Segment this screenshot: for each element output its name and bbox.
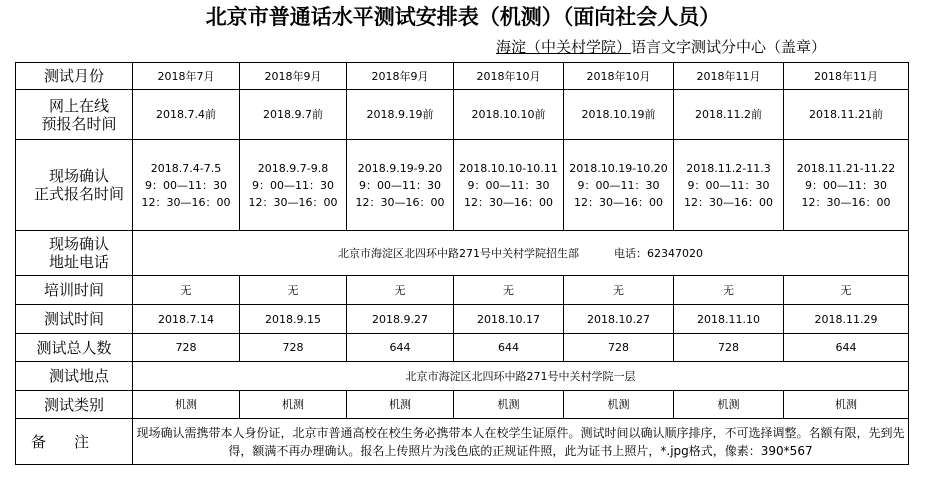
test-date-cell: 2018.10.27 bbox=[564, 305, 674, 334]
total-cell: 728 bbox=[240, 334, 347, 362]
online-cell: 2018.11.2前 bbox=[674, 90, 784, 140]
month-cell: 2018年11月 bbox=[674, 63, 784, 90]
onsite-cell: 2018.11.21-11.22 9：00—11：30 12：30—16：00 bbox=[784, 140, 909, 231]
type-cell: 机测 bbox=[674, 391, 784, 419]
total-cell: 728 bbox=[564, 334, 674, 362]
label-total: 测试总人数 bbox=[16, 334, 133, 362]
label-address-line-1: 现场确认 bbox=[48, 235, 109, 253]
label-online-line-1: 网上在线 bbox=[48, 96, 109, 115]
onsite-cell: 2018.10.10-10.11 9：00—11：30 12：30—16：00 bbox=[454, 140, 564, 231]
label-type: 测试类别 bbox=[16, 391, 133, 419]
training-cell: 无 bbox=[674, 276, 784, 305]
training-cell: 无 bbox=[784, 276, 909, 305]
month-cell: 2018年10月 bbox=[564, 63, 674, 90]
row-onsite bbox=[16, 140, 909, 231]
type-cell: 机测 bbox=[784, 391, 909, 419]
label-location: 测试地点 bbox=[16, 362, 133, 391]
organizer-line bbox=[496, 36, 826, 58]
training-cell: 无 bbox=[240, 276, 347, 305]
label-address bbox=[16, 231, 133, 276]
type-cell: 机测 bbox=[564, 391, 674, 419]
label-remark: 备注 bbox=[16, 419, 133, 465]
type-cell: 机测 bbox=[454, 391, 564, 419]
row-remark bbox=[16, 419, 909, 465]
total-cell: 728 bbox=[674, 334, 784, 362]
training-cell: 无 bbox=[133, 276, 240, 305]
online-cell: 2018.9.7前 bbox=[240, 90, 347, 140]
onsite-cell: 2018.11.2-11.3 9：00—11：30 12：30—16：00 bbox=[674, 140, 784, 231]
location-cell: 北京市海淀区北四环中路271号中关村学院一层 bbox=[133, 362, 909, 391]
test-date-cell: 2018.11.10 bbox=[674, 305, 784, 334]
type-cell: 机测 bbox=[133, 391, 240, 419]
test-date-cell: 2018.9.27 bbox=[347, 305, 454, 334]
label-address-line-2: 地址电话 bbox=[48, 253, 109, 271]
training-cell: 无 bbox=[564, 276, 674, 305]
row-total bbox=[16, 334, 909, 362]
type-cell: 机测 bbox=[347, 391, 454, 419]
online-cell: 2018.7.4前 bbox=[133, 90, 240, 140]
label-test-date: 测试时间 bbox=[16, 305, 133, 334]
type-cell: 机测 bbox=[240, 391, 347, 419]
test-date-cell: 2018.9.15 bbox=[240, 305, 347, 334]
training-cell: 无 bbox=[347, 276, 454, 305]
online-cell: 2018.10.10前 bbox=[454, 90, 564, 140]
row-month bbox=[16, 63, 909, 90]
schedule-table bbox=[15, 62, 909, 465]
test-date-cell: 2018.10.17 bbox=[454, 305, 564, 334]
page-title: 北京市普通话水平测试安排表（机测）（面向社会人员） bbox=[205, 5, 721, 29]
test-date-cell: 2018.7.14 bbox=[133, 305, 240, 334]
label-onsite-line-1: 现场确认 bbox=[48, 167, 109, 185]
remark-cell: 现场确认需携带本人身份证，北京市普通高校在校生务必携带本人在校学生证原件。测试时间以确认顺序排序，不可选择调整。名额有限，先到先得，额满不再办理确认。报名上传照片为浅色底的正规证件照，此为证书上照片，*.jpg格式，像素：390*567 bbox=[133, 419, 909, 465]
onsite-cell: 2018.9.7-9.8 9：00—11：30 12：30—16：00 bbox=[240, 140, 347, 231]
row-training bbox=[16, 276, 909, 305]
total-cell: 644 bbox=[454, 334, 564, 362]
onsite-cell: 2018.9.19-9.20 9：00—11：30 12：30—16：00 bbox=[347, 140, 454, 231]
row-location bbox=[16, 362, 909, 391]
training-cell: 无 bbox=[454, 276, 564, 305]
month-cell: 2018年9月 bbox=[240, 63, 347, 90]
month-cell: 2018年7月 bbox=[133, 63, 240, 90]
onsite-cell: 2018.7.4-7.5 9：00—11：30 12：30—16：00 bbox=[133, 140, 240, 231]
month-cell: 2018年10月 bbox=[454, 63, 564, 90]
row-test-date bbox=[16, 305, 909, 334]
organizer-suffix: 语言文字测试分中心（盖章） bbox=[631, 38, 827, 56]
onsite-cell: 2018.10.19-10.20 9：00—11：30 12：30—16：00 bbox=[564, 140, 674, 231]
row-type bbox=[16, 391, 909, 419]
label-online bbox=[16, 90, 133, 140]
organizer-name: 海淀（中关村学院） bbox=[496, 38, 632, 56]
address-phone-cell: 北京市海淀区北四环中路271号中关村学院招生部 电话：62347020 bbox=[133, 231, 909, 276]
row-address bbox=[16, 231, 909, 276]
online-cell: 2018.9.19前 bbox=[347, 90, 454, 140]
month-cell: 2018年9月 bbox=[347, 63, 454, 90]
label-onsite bbox=[16, 140, 133, 231]
row-online bbox=[16, 90, 909, 140]
total-cell: 644 bbox=[347, 334, 454, 362]
test-date-cell: 2018.11.29 bbox=[784, 305, 909, 334]
total-cell: 644 bbox=[784, 334, 909, 362]
online-cell: 2018.10.19前 bbox=[564, 90, 674, 140]
label-training: 培训时间 bbox=[16, 276, 133, 305]
label-onsite-line-2: 正式报名时间 bbox=[33, 185, 124, 203]
online-cell: 2018.11.21前 bbox=[784, 90, 909, 140]
label-online-line-2: 预报名时间 bbox=[41, 114, 117, 133]
label-month: 测试月份 bbox=[16, 63, 133, 90]
total-cell: 728 bbox=[133, 334, 240, 362]
month-cell: 2018年11月 bbox=[784, 63, 909, 90]
